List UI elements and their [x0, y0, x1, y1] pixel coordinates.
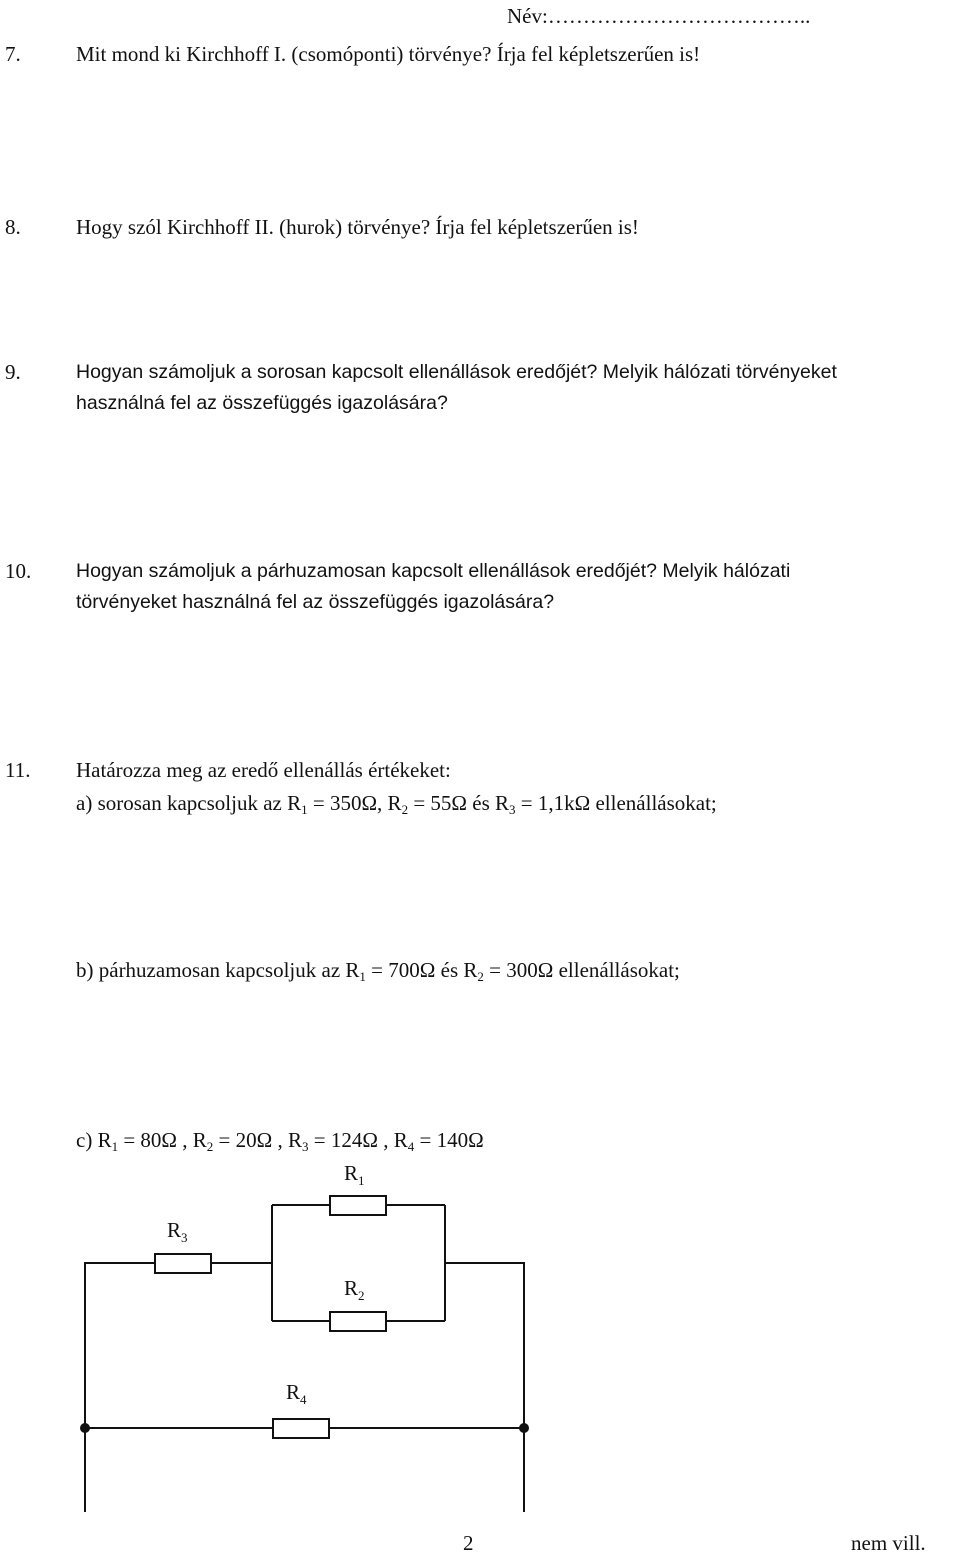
wire-to-right-rail [445, 1263, 524, 1428]
label-r1: $R_1$ [344, 1161, 365, 1188]
node-left [80, 1423, 90, 1433]
part-a-r3-value: = 1,1kΩ ellenállásokat; [515, 791, 717, 815]
resistor-r3 [155, 1254, 211, 1273]
question-11-text: Határozza meg az eredő ellenállás értékeket: [76, 758, 451, 782]
question-7-number: 7. [5, 42, 21, 66]
name-dots: ……………………………….. [547, 4, 811, 28]
part-b-r2-value: = 300Ω ellenállásokat; [483, 958, 680, 982]
node-right [519, 1423, 529, 1433]
question-10-line-1: Hogyan számoljuk a párhuzamosan kapcsolt ellenállások eredőjét? Melyik hálózati [76, 560, 791, 582]
part-c-r3-sub: 3 [302, 1139, 309, 1154]
question-10-number: 10. [5, 559, 32, 583]
question-9-line-1: Hogyan számoljuk a sorosan kapcsolt ellenállások eredőjét? Melyik hálózati törvényeket [76, 361, 837, 383]
part-b-r1-value: = 700Ω és R [365, 958, 478, 982]
question-8-text: Hogy szól Kirchhoff II. (hurok) törvénye? Írja fel képletszerűen is! [76, 215, 639, 239]
part-c-r1-sub: 1 [111, 1139, 119, 1154]
label-r4: $R_4$ [286, 1380, 307, 1407]
wire-top-branch [85, 1263, 155, 1428]
part-a-r1-value: = 350Ω, R [307, 791, 402, 815]
resistor-r2 [330, 1312, 386, 1331]
part-b-prefix: b) párhuzamosan kapcsoljuk az R [76, 958, 360, 982]
resistor-r4 [273, 1419, 329, 1438]
question-7-text: Mit mond ki Kirchhoff I. (csomóponti) törvénye? Írja fel képletszerűen is! [76, 42, 701, 66]
part-c-r2-sub: 2 [206, 1139, 214, 1154]
part-a-r2-sub: 2 [401, 802, 409, 817]
question-11-number: 11. [5, 758, 31, 782]
footer-note: nem vill. [851, 1531, 926, 1555]
resistor-r1 [330, 1196, 386, 1215]
part-b-r2-sub: 2 [477, 969, 484, 984]
part-a-r3-sub: 3 [509, 802, 516, 817]
question-10-line-2: törvényeket használná fel az összefüggés igazolására? [76, 591, 555, 613]
page-number: 2 [463, 1531, 474, 1555]
part-a-r2-value: = 55Ω és R [408, 791, 510, 815]
part-c-r2-value: = 20Ω , R [213, 1128, 303, 1152]
question-8-number: 8. [5, 215, 21, 239]
part-a-r1-sub: 1 [301, 802, 308, 817]
part-a-prefix: a) sorosan kapcsoljuk az R [76, 791, 302, 815]
part-c-r4-value: = 140Ω [414, 1128, 484, 1152]
part-c-prefix: c) R [76, 1128, 112, 1152]
question-9-number: 9. [5, 360, 21, 384]
label-r3: $R_3$ [167, 1218, 188, 1245]
question-9-line-2: használná fel az összefüggés igazolására? [76, 392, 448, 414]
label-r2: $R_2$ [344, 1276, 365, 1303]
part-c-r1-value: = 80Ω , R [118, 1128, 207, 1152]
part-c-r3-value: = 124Ω , R [308, 1128, 408, 1152]
name-label: Név: [507, 4, 548, 28]
part-c-r4-sub: 4 [407, 1139, 415, 1154]
part-b-r1-sub: 1 [359, 969, 366, 984]
